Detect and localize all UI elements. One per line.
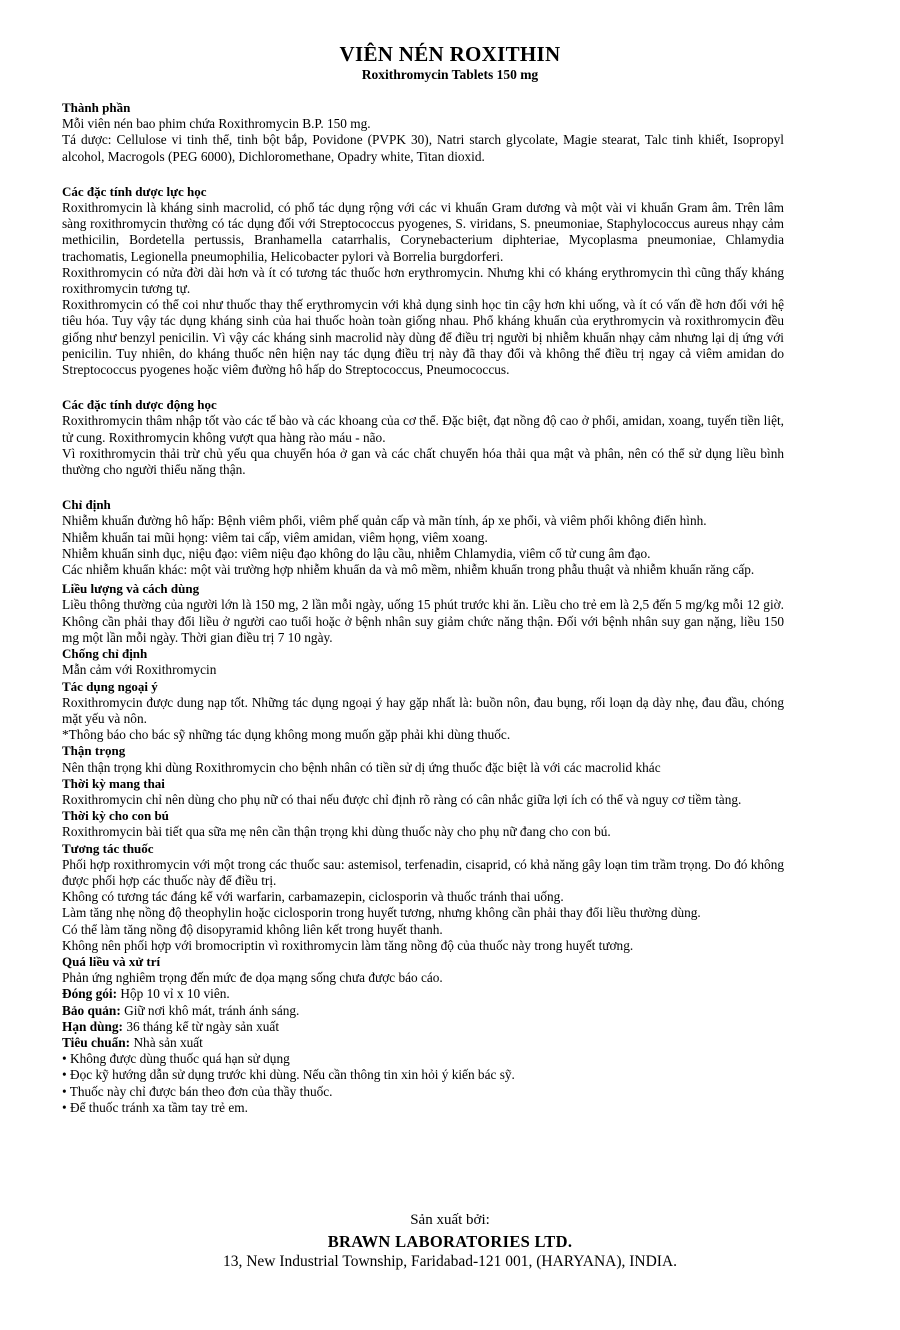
- section-contraindications: [62, 646, 784, 678]
- manufacturer-name: BRAWN LABORATORIES LTD.: [327, 1232, 573, 1251]
- warning-item: • Để thuốc tránh xa tầm tay trẻ em.: [62, 1099, 248, 1115]
- paragraph: Mỗi viên nén bao phim chứa Roxithromycin B.P. 150 mg.: [62, 116, 371, 132]
- section-indications: [62, 497, 784, 578]
- section-precautions: [62, 743, 784, 775]
- section-pharmacokinetics: [62, 397, 784, 478]
- paragraph: Tá dược: Cellulose vi tinh thể, tinh bột bắp, Povidone (PVPK 30), Natri starch glycolate, Magie stearat, Talc tinh khiết, Isopropyl alcohol, Macrogols (PEG 6000), Dichloromethane, Opadry white, Titan dioxid.: [62, 132, 784, 164]
- document-subtitle: Roxithromycin Tablets 150 mg: [361, 67, 539, 82]
- paragraph: Roxithromycin thâm nhập tốt vào các tế bào và các khoang của cơ thể. Đặc biệt, đạt nồng độ cao ở phổi, amidan, xoang, tuyến tiền liệt, tử cung. Roxithromycin không vượt qua hàng rào máu - não.: [62, 413, 784, 445]
- packaging-value: Hộp 10 vỉ x 10 viên.: [120, 986, 230, 1002]
- section-pharmacodynamics: [62, 184, 784, 378]
- section-heading: Tác dụng ngoại ý: [62, 678, 158, 694]
- section-overdose: [62, 954, 784, 986]
- paragraph: Các nhiễm khuẩn khác: một vài trường hợp nhiễm khuẩn da và mô mềm, nhiễm khuẩn trong phẫu thuật và nhiễm khuẩn răng cấp.: [62, 562, 755, 578]
- leaflet-body: [62, 100, 784, 1116]
- paragraph: Roxithromycin là kháng sinh macrolid, có phổ tác dụng rộng với các vi khuẩn Gram dương và một vài vi khuẩn Gram âm. Trên lâm sàng roxithromycin thường có tác dụng đối với Streptococcus pyogenes, S. viridans, S. pneumoniae, Staphylococcus aureus nhạy cảm methicilin, Bordetella pertussis, Branhamella catarrhalis, Corynebacterium diphteriae, Mycoplasma pneumoniae, Chlamydia trachomatis, Legionella pneumophilia, Helicobacter pylori và Borrelia burgdorferi.: [62, 200, 784, 264]
- section-heading: Thời kỳ cho con bú: [62, 808, 169, 824]
- document-title: VIÊN NÉN ROXITHIN: [339, 42, 561, 66]
- section-heading: Thận trọng: [62, 743, 126, 759]
- section-interactions: [62, 841, 784, 954]
- paragraph: Nên thận trọng khi dùng Roxithromycin cho bệnh nhân có tiền sử dị ứng thuốc đặc biệt là với các macrolid khác: [62, 759, 661, 775]
- section-side-effects: [62, 679, 784, 744]
- paragraph: Roxithromycin chỉ nên dùng cho phụ nữ có thai nếu được chỉ định rõ ràng có cân nhắc giữa lợi ích có thể và nguy cơ tiềm tàng.: [62, 791, 742, 807]
- paragraph: Không có tương tác đáng kể với warfarin, carbamazepin, ciclosporin và thuốc tránh thai uống.: [62, 889, 564, 905]
- produced-by-label: Sản xuất bởi:: [410, 1212, 490, 1228]
- paragraph: Phối hợp roxithromycin với một trong các thuốc sau: astemisol, terfenadin, cisaprid, có khả năng gây loạn tim trầm trọng. Do đó không được phối hợp các thuốc này để điều trị.: [62, 856, 784, 888]
- section-composition: [62, 100, 784, 165]
- warning-item: • Đọc kỹ hướng dẫn sử dụng trước khi dùng. Nếu cần thông tin xin hỏi ý kiến bác sỹ.: [62, 1067, 515, 1083]
- manufacturer-address: 13, New Industrial Township, Faridabad-121 001, (HARYANA), INDIA.: [222, 1253, 678, 1270]
- section-packaging: [62, 986, 784, 1002]
- paragraph: Làm tăng nhẹ nồng độ theophylin hoặc ciclosporin trong huyết tương, nhưng không cần phải thay đổi liều thường dùng.: [62, 905, 701, 921]
- warning-item: • Không được dùng thuốc quá hạn sử dụng: [62, 1051, 290, 1067]
- paragraph: Roxithromycin được dung nạp tốt. Những tác dụng ngoại ý hay gặp nhất là: buồn nôn, đau bụng, rối loạn dạ dày nhẹ, đau đầu, chóng mặt yếu và nôn.: [62, 694, 784, 726]
- paragraph: Nhiễm khuẩn đường hô hấp: Bệnh viêm phổi, viêm phế quản cấp và mãn tính, áp xe phổi, và viêm phổi không điển hình.: [62, 513, 707, 529]
- section-heading: Quá liều và xử trí: [62, 953, 161, 969]
- section-dosage: [62, 581, 784, 646]
- section-storage: [62, 1003, 784, 1019]
- section-lactation: [62, 808, 784, 840]
- standard-label: Tiêu chuẩn:: [62, 1034, 131, 1050]
- paragraph: Liều thông thường của người lớn là 150 mg, 2 lần mỗi ngày, uống 15 phút trước khi ăn. Liều cho trẻ em là 2,5 đến 5 mg/kg mỗi 12 giờ. Không cần phải thay đổi liều ở người cao tuổi hoặc ở bệnh nhân suy giảm chức năng thận. Đối với bệnh nhân suy gan nặng, liều 150 mg một lần mỗi ngày. Thời gian điều trị 7 10 ngày.: [62, 597, 784, 645]
- storage-label: Bảo quản:: [62, 1002, 121, 1018]
- section-heading: Chỉ định: [62, 497, 111, 513]
- section-expiry: [62, 1019, 784, 1035]
- section-heading: Tương tác thuốc: [62, 840, 154, 856]
- paragraph: Không nên phối hợp với bromocriptin vì roxithromycin làm tăng nồng độ của thuốc này trong huyết tương.: [62, 937, 634, 953]
- paragraph: Phản ứng nghiêm trọng đến mức đe dọa mạng sống chưa được báo cáo.: [62, 970, 443, 986]
- storage-value: Giữ nơi khô mát, tránh ánh sáng.: [124, 1002, 300, 1018]
- section-standard: [62, 1035, 784, 1051]
- section-heading: Thời kỳ mang thai: [62, 775, 165, 791]
- section-heading: Chống chỉ định: [62, 646, 148, 662]
- warning-item: • Thuốc này chỉ được bán theo đơn của thầy thuốc.: [62, 1083, 333, 1099]
- paragraph: Roxithromycin có nửa đời dài hơn và ít có tương tác thuốc hơn erythromycin. Nhưng khi có kháng erythromycin thì cũng thấy kháng roxithromycin tương tự.: [62, 264, 784, 297]
- section-heading: Các đặc tính dược động học: [62, 397, 217, 413]
- paragraph: Vì roxithromycin thải trừ chủ yếu qua chuyển hóa ở gan và các chất chuyển hóa thải qua mật và phân, nên có thể sử dụng liều bình thường cho người thiểu năng thận.: [62, 445, 784, 478]
- expiry-value: 36 tháng kể từ ngày sản xuất: [126, 1018, 280, 1034]
- paragraph: Có thể làm tăng nồng độ disopyramid không liên kết trong huyết thanh.: [62, 921, 443, 937]
- section-heading: Liều lượng và cách dùng: [62, 581, 200, 597]
- section-heading: Các đặc tính dược lực học: [62, 183, 207, 199]
- paragraph: *Thông báo cho bác sỹ những tác dụng không mong muốn gặp phải khi dùng thuốc.: [62, 727, 511, 743]
- packaging-label: Đóng gói:: [62, 986, 118, 1002]
- paragraph: Mẫn cảm với Roxithromycin: [62, 662, 217, 678]
- standard-value: Nhà sản xuất: [133, 1034, 203, 1050]
- expiry-label: Hạn dùng:: [62, 1018, 123, 1034]
- paragraph: Nhiễm khuẩn tai mũi họng: viêm tai cấp, viêm amidan, viêm họng, viêm xoang.: [62, 529, 488, 545]
- paragraph: Roxithromycin bài tiết qua sữa mẹ nên cần thận trọng khi dùng thuốc này cho phụ nữ đang cho con bú.: [62, 824, 611, 840]
- section-pregnancy: [62, 776, 784, 808]
- section-heading: Thành phần: [62, 100, 131, 115]
- paragraph: Nhiễm khuẩn sinh dục, niệu đạo: viêm niệu đạo không do lậu cầu, nhiễm Chlamydia, viêm cổ tử cung âm đạo.: [62, 545, 651, 561]
- warnings-list: [62, 1051, 784, 1116]
- paragraph: Roxithromycin có thể coi như thuốc thay thế erythromycin với khả dụng sinh học tin cậy hơn khi uống, và ít có vấn đề hơn đối với hệ tiêu hóa. Tuy vậy tác dụng kháng sinh của hai thuốc hoàn toàn giống nhau. Phổ kháng khuẩn của erythromycin và roxithromycin đều giống như benzyl penicilin. Vì vậy các kháng sinh macrolid này dùng để điều trị người bị nhiễm khuẩn nhạy cảm nhưng lại dị ứng với penicilin. Tuy nhiên, do kháng thuốc nên hiện nay tác dụng điều trị này đã thay đổi và không thể điều trị ngay cả viêm amidan do Streptococcus pyogenes hoặc viêm đường hô hấp do Streptococcus, Pneumococcus.: [62, 297, 784, 378]
